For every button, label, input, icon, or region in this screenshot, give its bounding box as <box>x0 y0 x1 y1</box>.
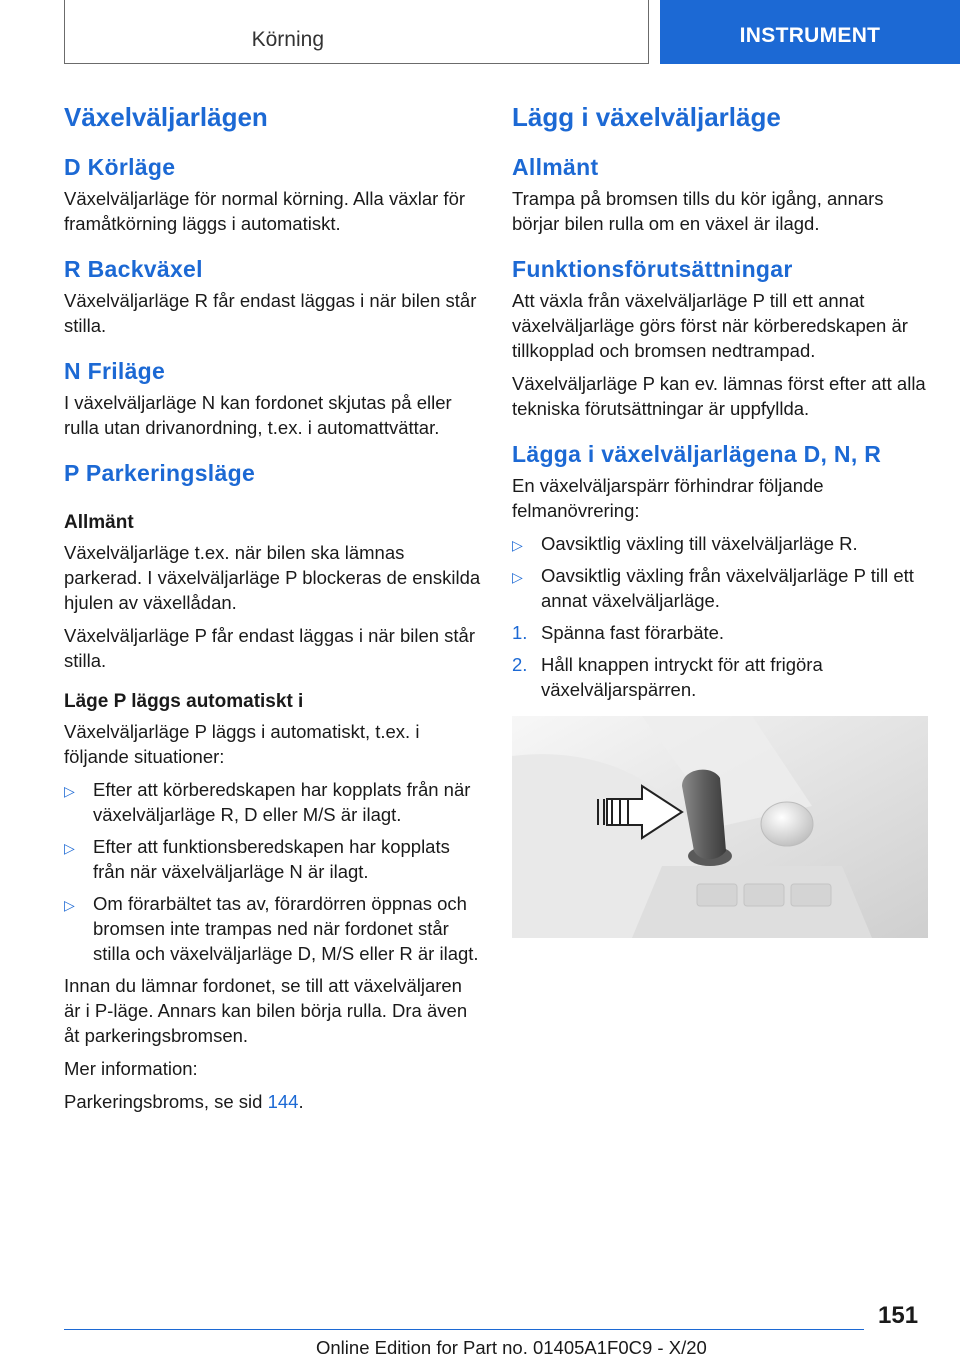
page-title: Växelväljarlägen <box>64 102 268 132</box>
triangle-bullet-icon: ▷ <box>64 897 75 913</box>
heading-n-neutral: N Friläge <box>64 358 166 384</box>
step-number: 1. <box>512 622 528 643</box>
leave-vehicle-text: Innan du lämnar fordonet, se till att växelväljaren är i P-läge. Annars kan bilen börja rulla. Dra även åt parkeringsbromsen. <box>64 975 468 1046</box>
edition-info: Online Edition for Part no. 01405A1F0C9 - X/20 <box>316 1337 707 1358</box>
gear-selector-illustration <box>512 716 928 938</box>
prereq-paragraph-1: Att växla från växelväljarläge P till ett annat växelväljarläge görs först när körberedskapen är tillkopplad och bromsen nedtrampad. <box>512 290 908 361</box>
steps-list <box>512 620 928 702</box>
d-drive-text: Växelväljarläge för normal körning. Alla växlar för framåtkörning läggs i automatiskt. <box>64 188 466 234</box>
list-item: ▷ Om förarbältet tas av, förardörren öppnas och bromsen inte trampas ned när fordonet står stilla och växelväljarläge D, M/S eller R är ilagt. <box>64 893 479 964</box>
chapter-tab-label: INSTRUMENT <box>739 24 881 47</box>
more-info-label: Mer information: <box>64 1058 198 1079</box>
gear-selector-photo <box>512 716 928 938</box>
triangle-bullet-icon: ▷ <box>512 569 523 585</box>
section-title: Körning <box>251 28 324 51</box>
step-item: 2. Håll knappen intryckt för att frigöra växelväljarspärren. <box>512 654 823 700</box>
heading-p-park: P Parkeringsläge <box>64 460 256 486</box>
general-paragraph-2: Växelväljarläge P får endast läggas i när bilen står stilla. <box>64 625 476 671</box>
page-number: 151 <box>878 1302 919 1329</box>
left-column <box>64 100 482 1122</box>
header-frame <box>64 0 649 64</box>
chapter-tab[interactable] <box>660 0 960 64</box>
general-paragraph-1: Växelväljarläge t.ex. när bilen ska lämnas parkerad. I växelväljarläge P blockeras de enskilda hjulen av växellådan. <box>64 542 481 613</box>
step-number: 2. <box>512 654 528 675</box>
prereq-paragraph-2: Växelväljarläge P kan ev. lämnas först efter att alla tekniska förutsättningar är uppfyllda. <box>512 373 926 419</box>
list-item: ▷ Oavsiktlig växling till växelväljarläge R. <box>512 531 928 556</box>
general-right-text: Trampa på bromsen tills du kör igång, annars börjar bilen rulla om en växel är ilagd. <box>512 188 884 234</box>
heading-engage-dnr: Lägga i växelväljarlägena D, N, R <box>512 441 882 467</box>
triangle-bullet-icon: ▷ <box>512 537 523 553</box>
footer-divider <box>64 1329 864 1330</box>
dnr-list <box>512 531 928 613</box>
triangle-bullet-icon: ▷ <box>64 840 75 856</box>
r-reverse-text: Växelväljarläge R får endast läggas i när bilen står stilla. <box>64 290 477 336</box>
heading-auto-park: Läge P läggs automatiskt i <box>64 691 304 712</box>
page-reference-link[interactable]: 144 <box>267 1091 299 1112</box>
list-item: ▷ Efter att körberedskapen har kopplats från när växelväljarläge R, D eller M/S är ilagt. <box>64 779 471 825</box>
dnr-intro: En växelväljarspärr förhindrar följande felmanövrering: <box>512 475 824 521</box>
reference-line: Parkeringsbroms, se sid 144. <box>64 1091 304 1112</box>
heading-general-right: Allmänt <box>512 154 599 180</box>
heading-d-drive: D Körläge <box>64 154 176 180</box>
heading-general: Allmänt <box>64 512 134 533</box>
auto-park-list <box>64 777 482 966</box>
heading-prerequisites: Funktionsförutsättningar <box>512 256 793 282</box>
list-item: ▷ Efter att funktionsberedskapen har kopplats från när växelväljarläge N är ilagt. <box>64 836 450 882</box>
step-item: 1. Spänna fast förarbäte. <box>512 622 725 643</box>
n-neutral-text: I växelväljarläge N kan fordonet skjutas på eller rulla utan drivanordning, t.ex. i automattvättar. <box>64 392 452 438</box>
heading-r-reverse: R Backväxel <box>64 256 203 282</box>
section-title-engage: Lägg i växelväljarläge <box>512 102 781 132</box>
auto-park-intro: Växelväljarläge P läggs i automatiskt, t.ex. i följande situationer: <box>64 721 420 767</box>
list-item: ▷ Oavsiktlig växling från växelväljarläge P till ett annat växelväljarläge. <box>512 565 914 611</box>
triangle-bullet-icon: ▷ <box>64 783 75 799</box>
right-column <box>512 100 928 938</box>
